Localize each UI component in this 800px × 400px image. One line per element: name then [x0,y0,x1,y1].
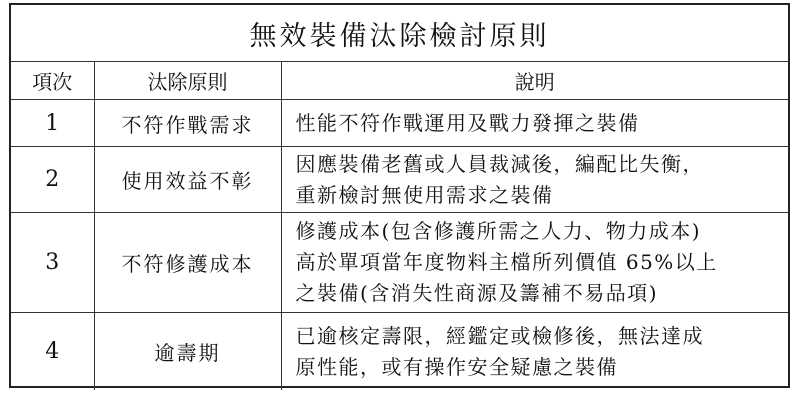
disposal-principle: 逾壽期 [94,313,281,391]
description-line: 原性能，或有操作安全疑慮之裝備 [295,354,618,379]
item-number: 2 [11,147,94,213]
description [281,313,788,391]
header-principle: 汰除原則 [94,62,281,100]
disposal-principle: 使用效益不彰 [94,147,281,213]
description [281,213,788,313]
header-row [11,62,788,100]
table-row [11,100,788,147]
table-row [11,147,788,213]
table-row [11,313,788,391]
table-title: 無效裝備汰除檢討原則 [11,5,788,62]
description [281,147,788,213]
principles-table [11,5,788,390]
table-row [11,213,788,313]
disposal-principle: 不符修護成本 [94,213,281,313]
description-line: 已逾核定壽限，經鑑定或檢修後，無法達成 [295,323,704,348]
description-line: 性能不符作戰運用及戰力發揮之裝備 [295,110,640,135]
item-number: 4 [11,313,94,391]
description-line: 高於單項當年度物料主檔所列價值 65%以上 [295,250,718,274]
header-description: 說明 [281,62,788,100]
item-number: 1 [11,100,94,147]
header-item-no: 項次 [11,62,94,100]
description-line: 因應裝備老舊或人員裁減後，編配比失衡， [295,151,704,176]
disposal-principle: 不符作戰需求 [94,100,281,147]
description-line: 之裝備(含消失性商源及籌補不易品項) [295,281,659,305]
item-number: 3 [11,213,94,313]
description-line: 修護成本(包含修護所需之人力、物力成本) [295,219,702,243]
description-line: 重新檢討無使用需求之裝備 [295,182,554,207]
description [281,100,788,147]
equipment-disposal-table [9,3,790,388]
